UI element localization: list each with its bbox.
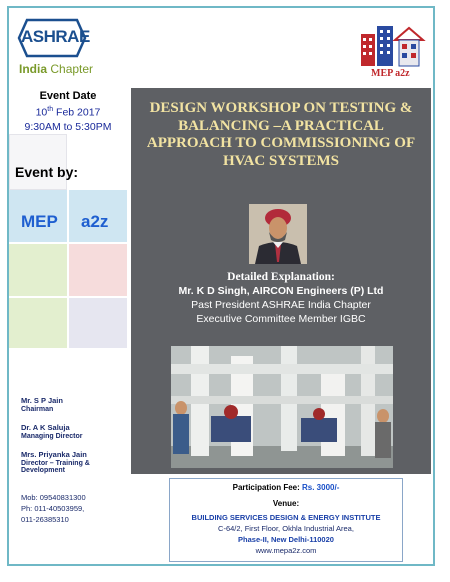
fee-venue-box bbox=[169, 478, 403, 562]
mosaic-tile bbox=[9, 298, 67, 348]
event-time: 9:30AM to 5:30PM bbox=[24, 120, 112, 133]
ashrae-logo-text: ASHRAE bbox=[21, 27, 90, 46]
person-name: Mr. S P Jain bbox=[21, 396, 63, 405]
person-0 bbox=[21, 396, 131, 413]
contact-phone: Ph: 011-40503959, bbox=[21, 504, 85, 513]
event-date: 10th Feb 2017 bbox=[35, 106, 101, 119]
mosaic-tile bbox=[69, 134, 127, 190]
contact-info bbox=[21, 492, 86, 525]
person-role: Chairman bbox=[21, 406, 54, 413]
header bbox=[9, 8, 433, 88]
venue-address-line-2: Phase-II, New Delhi-110020 bbox=[238, 535, 334, 544]
event-by-label: Event by: bbox=[15, 164, 79, 180]
contact-phone-2: 011-26385310 bbox=[21, 515, 69, 524]
sidebar-brand-a2z: a2z bbox=[81, 212, 109, 231]
ashrae-logo bbox=[17, 18, 93, 80]
person-name: Dr. A K Saluja bbox=[21, 423, 70, 432]
event-date-label: Event Date bbox=[39, 90, 97, 102]
person-2 bbox=[21, 450, 131, 474]
people-list bbox=[21, 396, 131, 484]
participation-fee: Participation Fee: Rs. 3000/- bbox=[232, 483, 340, 492]
venue-website[interactable]: www.mepa2z.com bbox=[255, 546, 317, 555]
contact-mobile: Mob: 09540831300 bbox=[21, 493, 86, 502]
detail-heading: Detailed Explanation: bbox=[227, 271, 335, 283]
venue-label: Venue: bbox=[272, 499, 300, 508]
speaker-portrait bbox=[249, 204, 307, 264]
sidebar bbox=[9, 88, 127, 564]
mosaic-tile bbox=[69, 244, 127, 296]
mep-logo-caption: MEP a2z bbox=[371, 68, 410, 79]
person-role: Managing Director bbox=[21, 433, 83, 440]
mosaic-tile bbox=[69, 298, 127, 348]
flyer-page bbox=[7, 6, 435, 566]
workshop-title: DESIGN WORKSHOP ON TESTING & BALANCING –A PRACTICAL APPROACH TO COMMISSIONING OF HVAC SYSTEMS bbox=[146, 100, 416, 169]
person-name: Mrs. Priyanka Jain bbox=[21, 450, 87, 459]
fee-amount: Rs. 3000/- bbox=[302, 483, 340, 492]
speaker-details bbox=[135, 271, 427, 325]
mosaic-tile bbox=[9, 134, 67, 190]
main-panel bbox=[131, 88, 431, 474]
venue-address bbox=[170, 512, 402, 556]
speaker-role-2: Executive Committee Member IGBC bbox=[196, 313, 366, 325]
person-role: Director – Training & Development bbox=[21, 460, 90, 474]
buildings-icon bbox=[359, 20, 429, 68]
speaker-role-1: Past President ASHRAE India Chapter bbox=[191, 299, 371, 311]
sidebar-brand-mep: MEP bbox=[21, 212, 58, 231]
speaker-name: Mr. K D Singh, AIRCON Engineers (P) Ltd bbox=[178, 285, 384, 297]
hvac-plant-photo bbox=[171, 346, 393, 468]
venue-institute: BUILDING SERVICES DESIGN & ENERGY INSTITUTE bbox=[191, 513, 381, 522]
mosaic-tile bbox=[9, 244, 67, 296]
person-1 bbox=[21, 423, 131, 440]
mep-a2z-logo bbox=[359, 20, 429, 82]
ashrae-chapter-label: India Chapter bbox=[19, 62, 94, 76]
venue-address-line-1: C-64/2, First Floor, Okhla Industrial Area, bbox=[218, 524, 354, 533]
